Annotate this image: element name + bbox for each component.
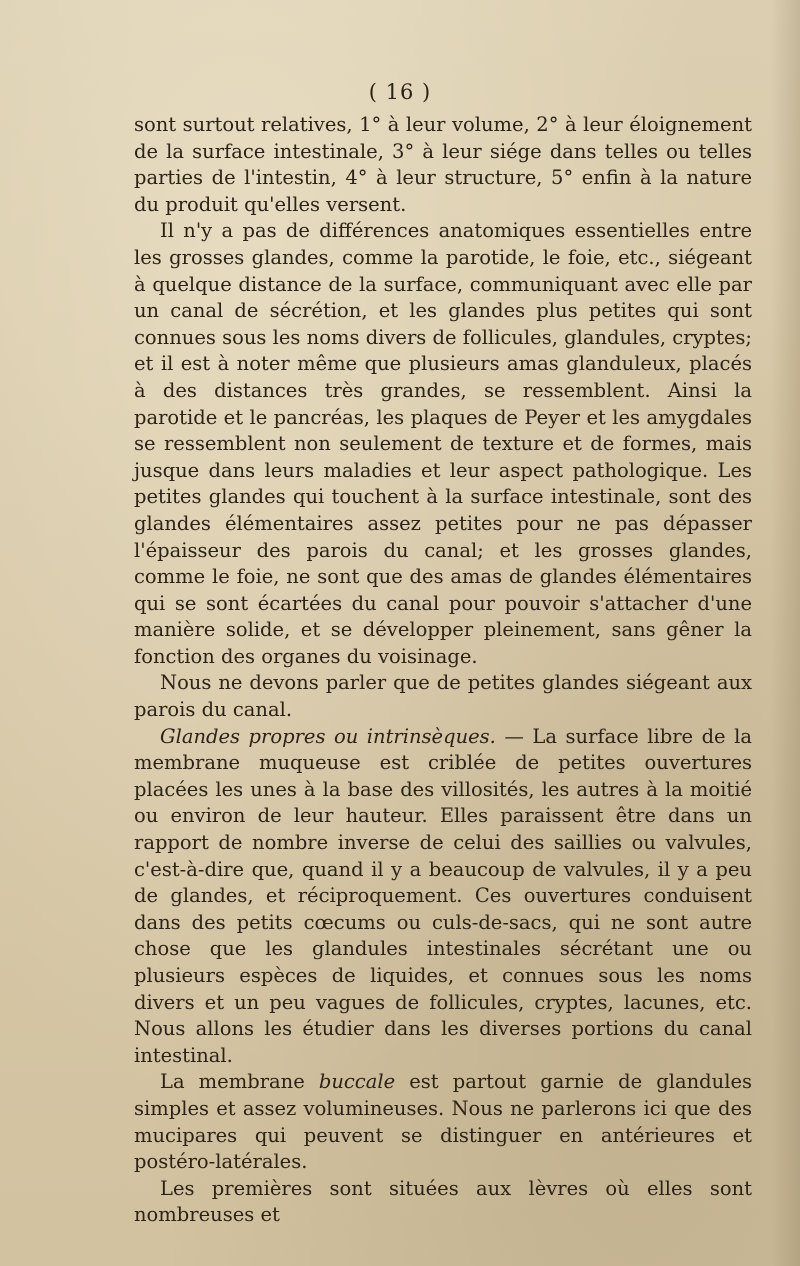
paragraph-glands-anatomy: Il n'y a pas de différences anatomiques essentielles entre les grosses glandes, comme la parotide, le foie, etc., siégeant à quelque distance de la surface, communiquant avec elle par un canal de sécrétion, et les glandes plus petites qui sont connues sous les noms divers de follicules, glandules, cryptes; et il est à noter même que plusieurs amas glanduleux, placés à des distances très grandes, se ressemblent. Ainsi la parotide et le pancréas, les plaques de Peyer et les amygdales se ressemblent non seulement de texture et de formes, mais jusque dans leurs maladies et leur aspect pathologique. Les petites glandes qui touchent à la surface intestinale, sont des glandes élémentaires assez petites pour ne pas dépasser l'épaisseur des parois du canal; et les grosses glandes, comme le foie, ne sont que des amas de glandes élémentaires qui se sont écartées du canal pour pouvoir s'attacher d'une manière solide, et se développer pleinement, sans gêner la fonction des organes du voisinage. (134, 219, 752, 668)
paragraph-continuation: sont surtout relatives, 1° à leur volume, 2° à leur éloignement de la surface intestinale, 3° à leur siége dans telles ou telles parties de l'intestin, 4° à leur structure, 5° enfin à la nature du produit qu'elles versent. (134, 113, 752, 216)
page-edge-shadow (770, 0, 800, 1266)
page-number: ( 16 ) (368, 80, 432, 104)
paragraph-buccal-membrane (134, 1069, 752, 1175)
paragraph-intrinsic-glands (134, 724, 752, 1070)
buccal-italic-word: buccale (318, 1070, 396, 1094)
paragraph-small-glands: Nous ne devons parler que de petites glandes siégeant aux parois du canal. (134, 671, 752, 722)
paragraph-lips: Les premières sont situées aux lèvres où elles sont nombreuses et (134, 1176, 752, 1227)
section-heading-italic: Glandes propres ou intrinsèques. (160, 724, 496, 748)
buccal-text-before: La membrane (160, 1070, 319, 1094)
paragraph-intrinsic-text: — La surface libre de la membrane muqueuse est criblée de petites ouvertures placées les unes à la base des villosités, les autres à la moitié ou environ de leur hauteur. Elles paraissent être dans un rapport de nombre inverse de celui des saillies ou valvules, c'est-à-dire que, quand il y a beaucoup de valvules, il y a peu de glandes, et réciproquement. Ces ouvertures conduisent dans des petits cœcums ou culs-de-sacs, qui ne sont autre chose que les glandules intestinales sécrétant une ou plusieurs espèces de liquides, et connues sous les noms divers et un peu vagues de follicules, cryptes, lacunes, etc. Nous allons les étudier dans les diverses portions du canal intestinal. (134, 724, 752, 1067)
buccal-text-after: est partout garnie de glandules simples et assez volumineuses. Nous ne parlerons ici que des mucipares qui peuvent se distinguer en antérieures et postéro-latérales. (134, 1070, 752, 1174)
body-text (134, 112, 752, 1229)
